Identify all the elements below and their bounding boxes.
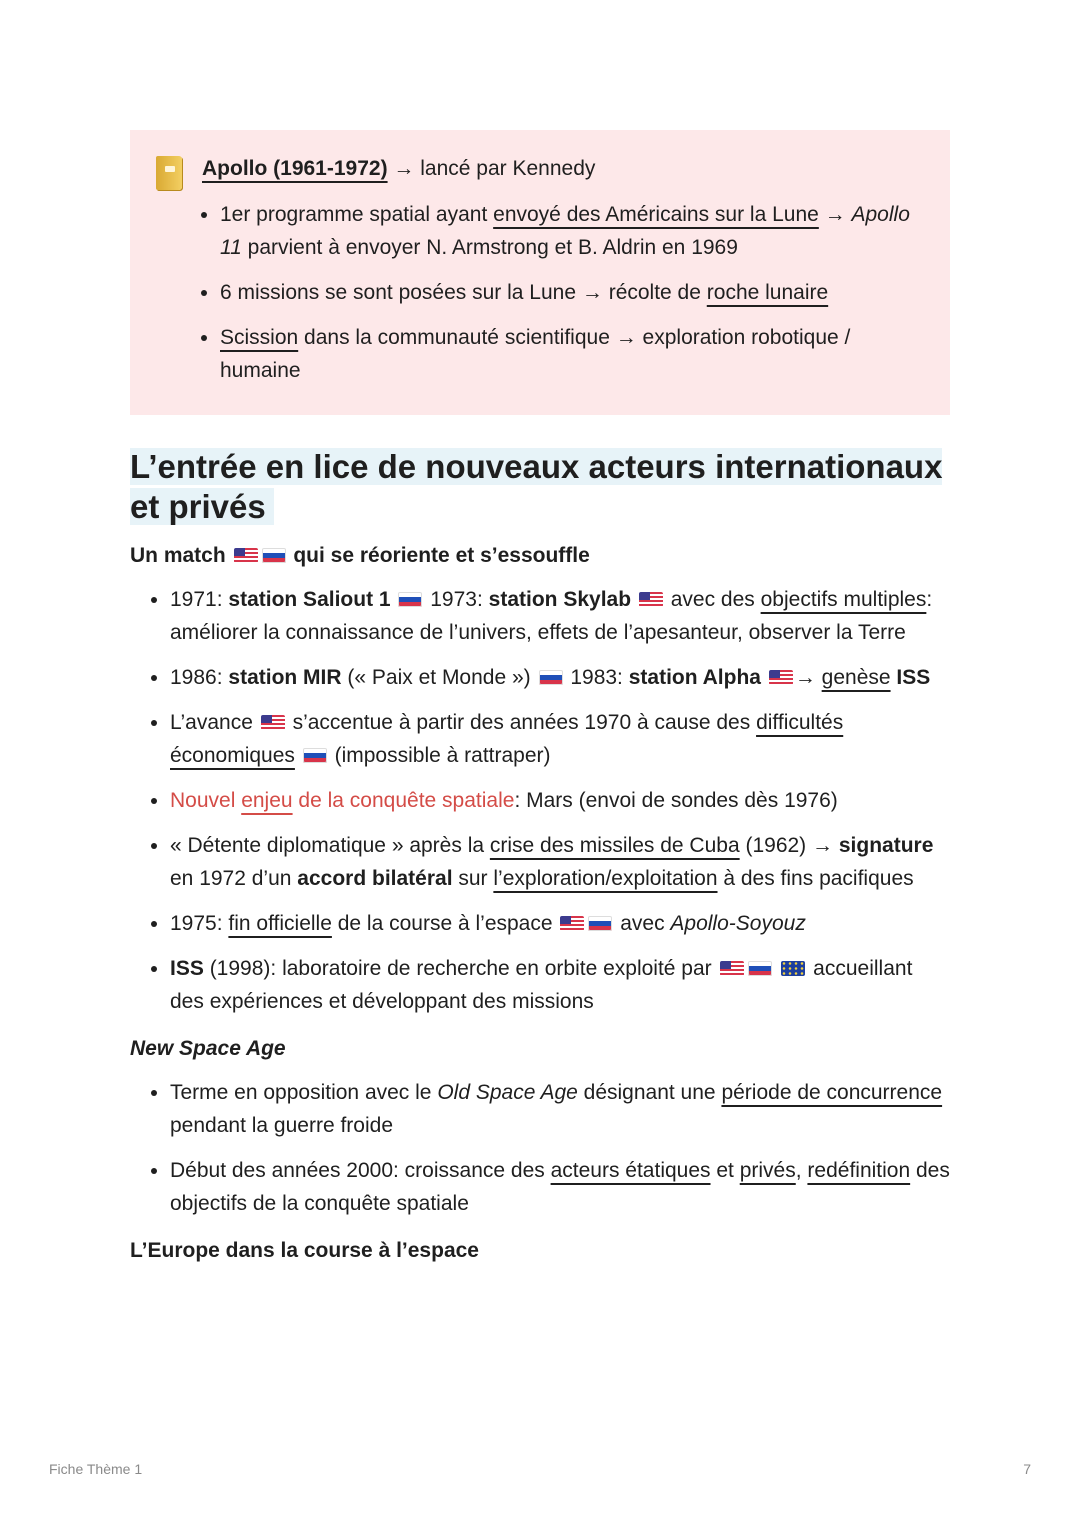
us-flag-icon [639, 592, 663, 607]
ru-flag-icon [398, 592, 422, 607]
ru-flag-icon [588, 916, 612, 931]
ru-flag-icon [748, 961, 772, 976]
text-segment: et [710, 1159, 740, 1182]
footer-document-title: Fiche Thème 1 [49, 1461, 143, 1477]
text-segment: L’Europe dans la course à l’espace [130, 1239, 479, 1262]
text-segment: (« Paix et Monde ») [341, 666, 537, 689]
text-segment: 1975: [170, 912, 229, 935]
text-segment: l’exploration/exploitation [493, 867, 718, 890]
text-segment: station MIR [228, 666, 342, 689]
text-segment: 1973: [424, 588, 489, 611]
list-item [170, 1076, 950, 1142]
text-segment: station Alpha [628, 666, 761, 689]
text-segment: privés [739, 1159, 796, 1182]
text-segment: → lancé par Kennedy [387, 157, 596, 180]
text-segment [631, 588, 637, 611]
text-segment: période de concurrence [721, 1081, 943, 1104]
text-segment: envoyé des Américains sur la Lune [493, 203, 819, 226]
text-segment: 1er programme spatial ayant [220, 203, 494, 226]
list-item [170, 661, 950, 694]
us-flag-icon [720, 961, 744, 976]
text-segment: 1986: [170, 666, 229, 689]
bullet-list [130, 583, 950, 1018]
text-segment: : Mars (envoi de sondes dès 1976) [514, 789, 838, 812]
text-segment: Terme en opposition avec le [170, 1081, 438, 1104]
text-segment: ISS [170, 957, 204, 980]
text-segment: « Détente diplomatique » après la [170, 834, 490, 857]
list-item [170, 829, 950, 895]
book-icon [154, 156, 184, 192]
text-segment: station Saliout 1 [228, 588, 391, 611]
text-segment [774, 957, 780, 980]
text-segment: fin officielle [228, 912, 332, 935]
text-segment: New Space Age [130, 1037, 286, 1060]
callout-list-item [220, 321, 928, 387]
text-segment: pendant la guerre froide [170, 1114, 393, 1137]
text-segment: 1983: [564, 666, 629, 689]
us-flag-icon [769, 670, 793, 685]
callout-title [202, 152, 928, 186]
text-segment: Début des années 2000: croissance des [170, 1159, 551, 1182]
text-segment: L’avance [170, 711, 259, 734]
text-segment: Apollo (1961-1972) [202, 157, 388, 180]
text-segment: accueillant des expériences et développant des missions [170, 957, 913, 1013]
text-segment: de la conquête spatiale [292, 789, 515, 812]
text-segment: difficultés économiques [170, 711, 844, 767]
text-segment: (1998): laboratoire de recherche en orbite exploité par [203, 957, 718, 980]
text-segment: , [795, 1159, 808, 1182]
text-segment: accord bilatéral [297, 867, 453, 890]
text-segment [761, 666, 767, 689]
text-segment: avec des [664, 588, 761, 611]
text-segment: station Skylab [488, 588, 632, 611]
ru-flag-icon [262, 548, 286, 563]
subsection-title [130, 541, 950, 571]
text-segment: : améliorer la connaissance de l’univers, effets de l’apesanteur, observer la Terre [170, 588, 933, 644]
subsection-title [130, 1034, 950, 1064]
eu-flag-icon [781, 961, 805, 976]
text-segment: ISS [896, 666, 931, 689]
text-segment: 1971: [170, 588, 229, 611]
section-heading-text: L’entrée en lice de nouveaux acteurs internationaux et privés [130, 448, 943, 525]
text-segment: s’accentue à partir des années 1970 à cause des [286, 711, 757, 734]
text-segment: Nouvel [170, 789, 242, 812]
text-segment: → [794, 666, 822, 689]
text-segment: redéfinition [807, 1159, 911, 1182]
section-heading [130, 447, 950, 527]
text-segment: en 1972 d’un [170, 867, 298, 890]
text-segment: sur [452, 867, 494, 890]
text-segment: désignant une [577, 1081, 722, 1104]
callout-list [202, 198, 928, 387]
text-segment: (impossible à rattraper) [328, 744, 551, 767]
list-item [170, 706, 950, 772]
text-segment: Scission [220, 326, 299, 349]
callout-list-item [220, 276, 928, 309]
text-segment: Old Space Age [437, 1081, 578, 1104]
text-segment: avec [614, 912, 671, 935]
text-segment: parvient à envoyer N. Armstrong et B. Aldrin en 1969 [241, 236, 738, 259]
text-segment: Apollo 11 [220, 203, 910, 259]
text-segment: enjeu [241, 789, 293, 812]
subsection-title [130, 1236, 950, 1266]
subsections [130, 541, 950, 1266]
text-segment: qui se réoriente et s’essouffle [287, 544, 590, 567]
list-item [170, 907, 950, 940]
text-segment: à des fins pacifiques [717, 867, 914, 890]
text-segment: (1962) → [739, 834, 839, 857]
text-segment: crise des missiles de Cuba [489, 834, 740, 857]
callout-list-item [220, 198, 928, 264]
page-content [130, 130, 950, 1266]
list-item [170, 583, 950, 649]
text-segment: Apollo-Soyouz [670, 912, 806, 935]
apollo-callout [130, 130, 950, 415]
text-segment: de la course à l’espace [331, 912, 559, 935]
page-number: 7 [1023, 1461, 1031, 1477]
text-segment [295, 744, 301, 767]
ru-flag-icon [539, 670, 563, 685]
text-segment: roche lunaire [706, 281, 829, 304]
list-item [170, 1154, 950, 1220]
text-segment: Un match [130, 544, 232, 567]
text-segment: 6 missions se sont posées sur la Lune → récolte de [220, 281, 707, 304]
us-flag-icon [234, 548, 258, 563]
text-segment: → [818, 203, 852, 226]
list-item [170, 952, 950, 1018]
text-segment: dans la communauté scientifique → exploration robotique / humaine [220, 326, 851, 382]
bullet-list [130, 1076, 950, 1220]
us-flag-icon [560, 916, 584, 931]
us-flag-icon [261, 715, 285, 730]
text-segment: acteurs étatiques [550, 1159, 711, 1182]
list-item [170, 784, 950, 817]
text-segment: genèse [821, 666, 891, 689]
text-segment [391, 588, 397, 611]
text-segment: objectifs multiples [760, 588, 927, 611]
text-segment: signature [838, 834, 934, 857]
ru-flag-icon [303, 748, 327, 763]
text-segment: des objectifs de la conquête spatiale [170, 1159, 950, 1215]
